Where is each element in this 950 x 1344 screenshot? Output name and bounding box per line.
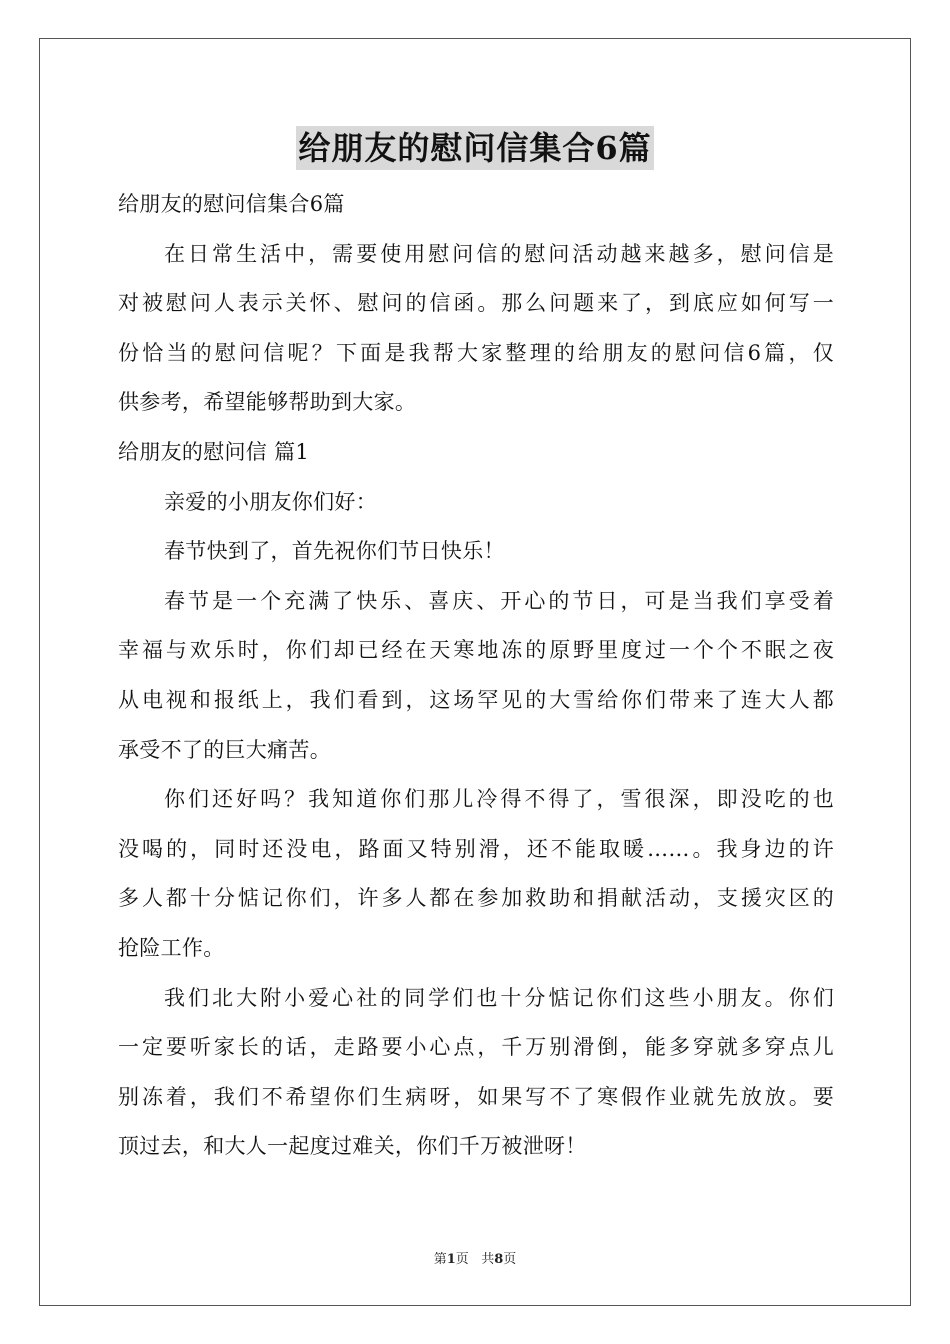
text-line: 在日常生活中，需要使用慰问信的慰问活动越来越多，慰问信是 [164,241,834,266]
text-line: 亲爱的小朋友你们好： [164,489,377,514]
text-line: 我们北大附小爱心社的同学们也十分惦记你们这些小朋友。你们 [164,985,834,1010]
text-line: 给朋友的慰问信 篇1 [118,439,310,464]
text-line: 抢险工作。 [118,935,225,960]
text-line: 多人都十分惦记你们，许多人都在参加救助和捐献活动，支援灾区的 [118,886,834,911]
text-line: 供参考，希望能够帮助到大家。 [118,390,417,415]
document-body [118,180,834,1172]
text-line: 你们还好吗？我知道你们那儿冷得不得了，雪很深，即没吃的也 [164,787,834,812]
text-line: 承受不了的巨大痛苦。 [118,737,331,762]
footer-page-prefix: 第 [433,1252,447,1267]
text-line: 对被慰问人表示关怀、慰问的信函。那么问题来了，到底应如何写一 [118,291,834,316]
footer-total-suffix: 页 [503,1252,517,1267]
footer-page-suffix: 页 [455,1252,469,1267]
document-title-wrapper [0,126,950,170]
document-title: 给朋友的慰问信集合6篇 [296,126,653,170]
text-line: 春节是一个充满了快乐、喜庆、开心的节日，可是当我们享受着 [164,588,834,613]
text-line: 幸福与欢乐时，你们却已经在天寒地冻的原野里度过一个个不眠之夜 [118,638,834,663]
text-line: 一定要听家长的话，走路要小心点，千万别滑倒，能多穿就多穿点儿 [118,1035,834,1060]
text-line: 顶过去，和大人一起度过难关，你们千万被泄呀！ [118,1134,587,1159]
text-line: 春节快到了，首先祝你们节日快乐！ [164,539,505,564]
footer-total-prefix: 共 [481,1252,495,1267]
text-line: 从电视和报纸上，我们看到，这场罕见的大雪给你们带来了连大人都 [118,687,834,712]
text-line: 份恰当的慰问信呢？下面是我帮大家整理的给朋友的慰问信6篇，仅 [118,340,834,365]
text-line: 没喝的，同时还没电，路面又特别滑，还不能取暖……。我身边的许 [118,836,834,861]
page-footer [0,1248,950,1267]
text-line: 别冻着，我们不希望你们生病呀，如果写不了寒假作业就先放放。要 [118,1084,834,1109]
footer-page-number: 1 [446,1252,456,1267]
footer-total-number: 8 [494,1252,504,1267]
text-line: 给朋友的慰问信集合6篇 [118,192,345,216]
